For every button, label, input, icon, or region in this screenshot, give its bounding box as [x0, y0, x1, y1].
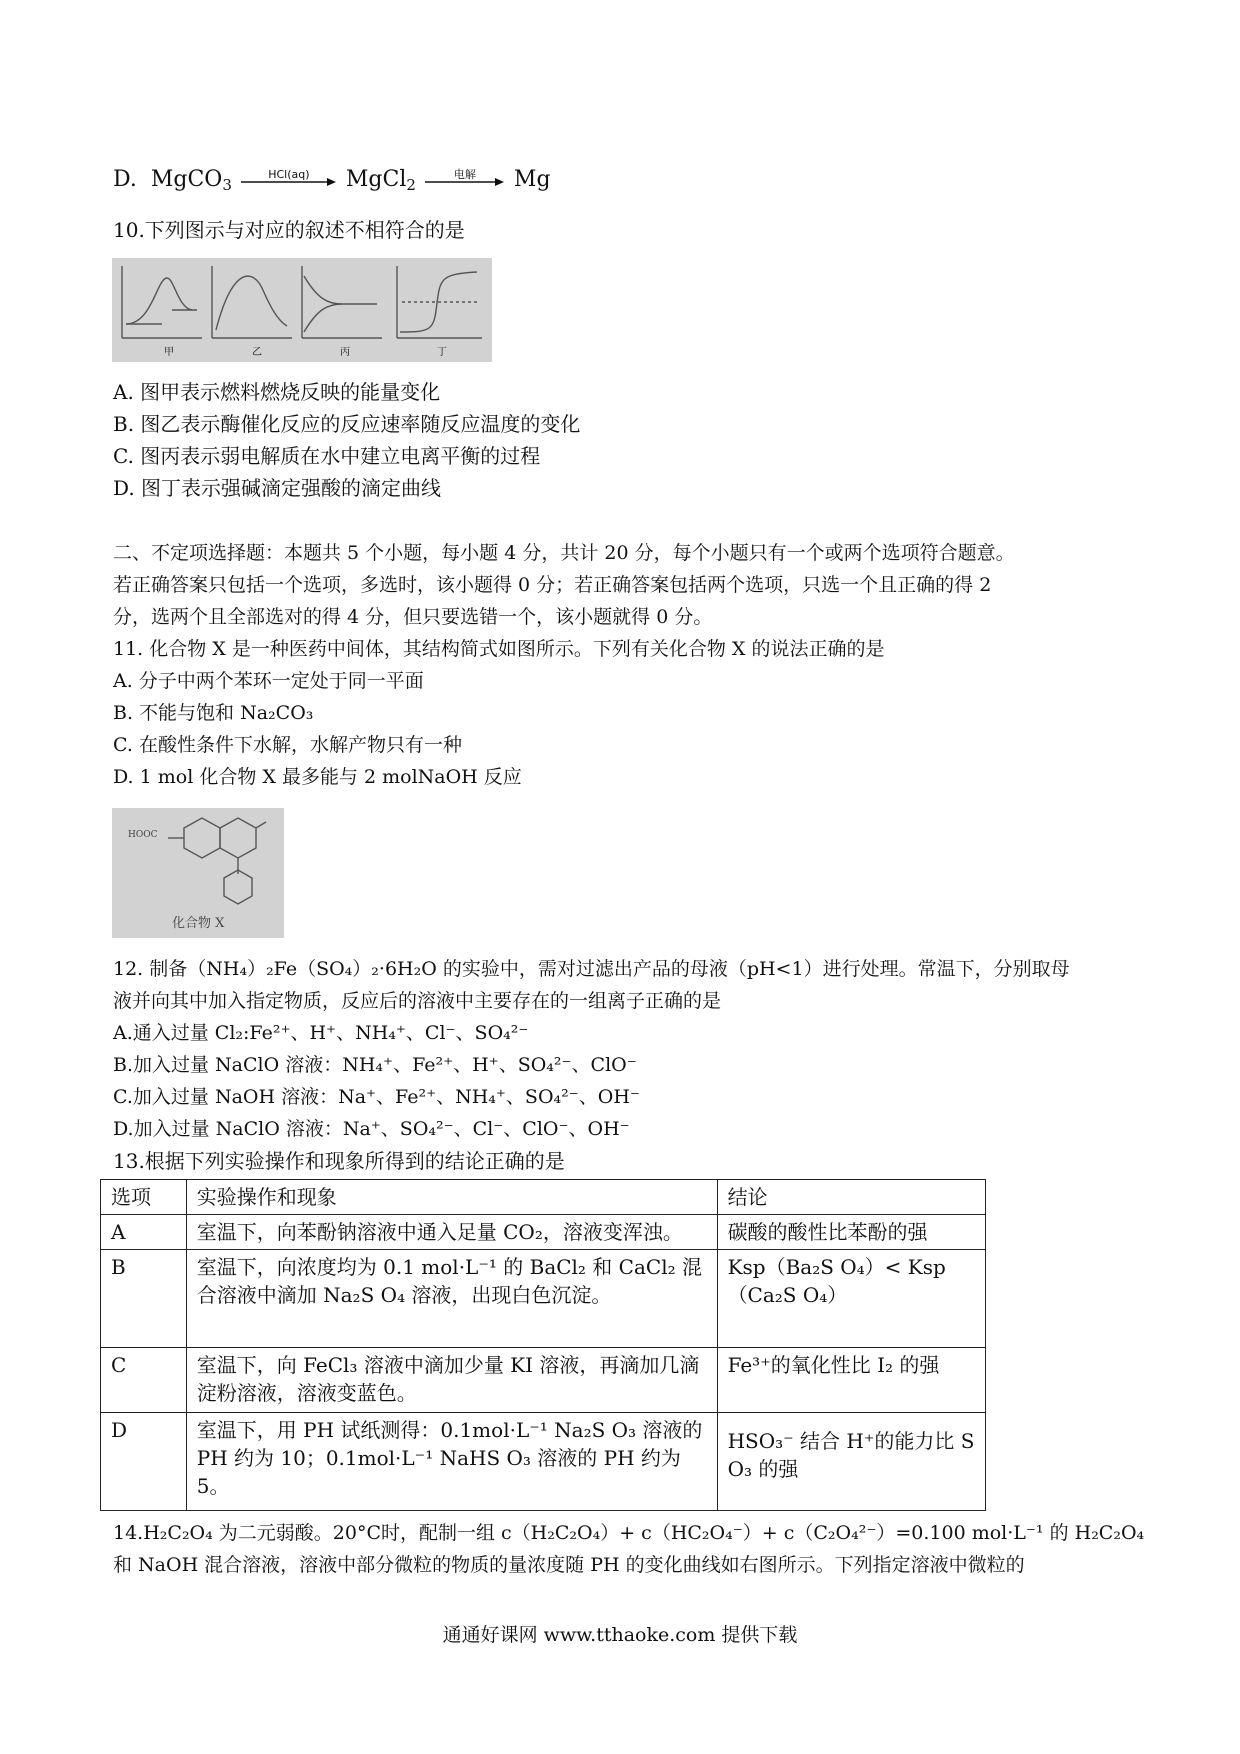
table-row [101, 1250, 986, 1348]
section2-instructions-line3: 分，选两个且全部选对的得 4 分，但只要选错一个，该小题就得 0 分。 [113, 606, 713, 628]
intermediate-subscript: 2 [406, 176, 416, 194]
graph-ding [397, 266, 482, 338]
row-conclusion: HSO₃⁻ 结合 H⁺的能力比 S O₃ 的强 [717, 1413, 985, 1511]
page-footer: 通通好课网 www.tthaoke.com 提供下载 [442, 1624, 798, 1646]
graph-jia [122, 266, 202, 338]
row-conclusion: Ksp（Ba₂S O₄）< Ksp（Ca₂S O₄） [717, 1250, 985, 1348]
arrow-condition: 电解 [453, 168, 476, 181]
row-operation: 室温下，向 FeCl₃ 溶液中滴加少量 KI 溶液，再滴加几滴淀粉溶液，溶液变蓝色。 [186, 1348, 717, 1413]
table-header-row [101, 1180, 986, 1215]
q12-stem-line1: 12. 制备（NH₄）₂Fe（SO₄）₂·6H₂O 的实验中，需对过滤出产品的母液（pH<1）进行处理。常温下，分别取母 [113, 958, 1070, 980]
reactant-subscript: 3 [222, 176, 232, 194]
q13-stem: 13.根据下列实验操作和现象所得到的结论正确的是 [113, 1149, 565, 1173]
q11-option-d: D. 1 mol 化合物 X 最多能与 2 molNaOH 反应 [113, 766, 522, 788]
graph-label: 乙 [252, 347, 262, 358]
row-conclusion: Fe³⁺的氧化性比 I₂ 的强 [717, 1348, 985, 1413]
table-row [101, 1348, 986, 1413]
q11-option-a: A. 分子中两个苯环一定处于同一平面 [113, 670, 424, 692]
figure-caption: 化合物 X [172, 916, 225, 931]
section2-instructions-line2: 若正确答案只包括一个选项，多选时，该小题得 0 分；若正确答案包括两个选项，只选一个且正确的得 2 [113, 574, 992, 596]
q10-option-d: D. 图丁表示强碱滴定强酸的滴定曲线 [113, 476, 442, 500]
q11-stem: 11. 化合物 X 是一种医药中间体，其结构简式如图所示。下列有关化合物 X 的说法正确的是 [113, 638, 885, 660]
row-option: C [101, 1348, 187, 1413]
reaction-arrow [241, 169, 337, 191]
intermediate: MgCl [345, 167, 407, 192]
graph-label: 丙 [340, 347, 350, 358]
q11-option-c: C. 在酸性条件下水解，水解产物只有一种 [113, 734, 462, 756]
row-conclusion: 碳酸的酸性比苯酚的强 [717, 1215, 985, 1250]
q14-stem-line2: 和 NaOH 混合溶液，溶液中部分微粒的物质的量浓度随 PH 的变化曲线如右图所示。下列指定溶液中微粒的 [113, 1554, 1025, 1576]
graph-label: 甲 [164, 347, 174, 358]
product: Mg [513, 167, 551, 192]
row-operation: 室温下，向浓度均为 0.1 mol·L⁻¹ 的 BaCl₂ 和 CaCl₂ 混合溶液中滴加 Na₂S O₄ 溶液，出现白色沉淀。 [186, 1250, 717, 1348]
header-option: 选项 [101, 1180, 187, 1215]
graph-bing [302, 266, 382, 338]
q11-structure-figure [112, 808, 284, 938]
q12-option-b: B.加入过量 NaClO 溶液：NH₄⁺、Fe²⁺、H⁺、SO₄²⁻、ClO⁻ [113, 1054, 637, 1076]
q10-option-c: C. 图丙表示弱电解质在水中建立电离平衡的过程 [113, 444, 541, 468]
q10-figure-graphs [112, 258, 492, 362]
q12-option-d: D.加入过量 NaClO 溶液：Na⁺、SO₄²⁻、Cl⁻、ClO⁻、OH⁻ [113, 1118, 630, 1140]
reactant: MgCO [150, 167, 223, 192]
graph-yi [212, 266, 292, 338]
graph-label: 丁 [437, 347, 447, 358]
table-row [101, 1215, 986, 1250]
table-row [101, 1413, 986, 1511]
row-option: B [101, 1250, 187, 1348]
option-label: D. [113, 167, 137, 192]
header-conclusion: 结论 [717, 1180, 985, 1215]
q10-stem: 10.下列图示与对应的叙述不相符合的是 [113, 218, 465, 242]
q12-stem-line2: 液并向其中加入指定物质，反应后的溶液中主要存在的一组离子正确的是 [113, 990, 722, 1012]
q10-option-a: A. 图甲表示燃料燃烧反映的能量变化 [113, 380, 441, 404]
header-operation: 实验操作和现象 [186, 1180, 717, 1215]
q14-stem-line1: 14.H₂C₂O₄ 为二元弱酸。20°C时，配制一组 c（H₂C₂O₄）+ c（HC₂O₄⁻）+ c（C₂O₄²⁻）=0.100 mol·L⁻¹ 的 H₂C₂O₄ [113, 1522, 1145, 1544]
q12-option-a: A.通入过量 Cl₂:Fe²⁺、H⁺、NH₄⁺、Cl⁻、SO₄²⁻ [113, 1022, 529, 1044]
q13-experiment-table [100, 1179, 986, 1511]
row-operation: 室温下，用 PH 试纸测得：0.1mol·L⁻¹ Na₂S O₃ 溶液的 PH 约为 10；0.1mol·L⁻¹ NaHS O₃ 溶液的 PH 约为 5。 [186, 1413, 717, 1511]
reaction-arrow [425, 169, 505, 191]
q12-option-c: C.加入过量 NaOH 溶液：Na⁺、Fe²⁺、NH₄⁺、SO₄²⁻、OH⁻ [113, 1086, 640, 1108]
carboxyl-group-label: HOOC [128, 830, 158, 840]
section2-instructions-line1: 二、不定项选择题：本题共 5 个小题，每小题 4 分，共计 20 分，每个小题只有一个或两个选项符合题意。 [113, 542, 1015, 564]
q10-option-b: B. 图乙表示酶催化反应的反应速率随反应温度的变化 [113, 412, 581, 436]
row-option: A [101, 1215, 187, 1250]
row-option: D [101, 1413, 187, 1511]
q11-option-b: B. 不能与饱和 Na₂CO₃ [113, 702, 314, 724]
row-operation: 室温下，向苯酚钠溶液中通入足量 CO₂，溶液变浑浊。 [186, 1215, 717, 1250]
arrow-condition: HCl(aq) [268, 168, 310, 181]
q9-option-d [113, 165, 551, 200]
